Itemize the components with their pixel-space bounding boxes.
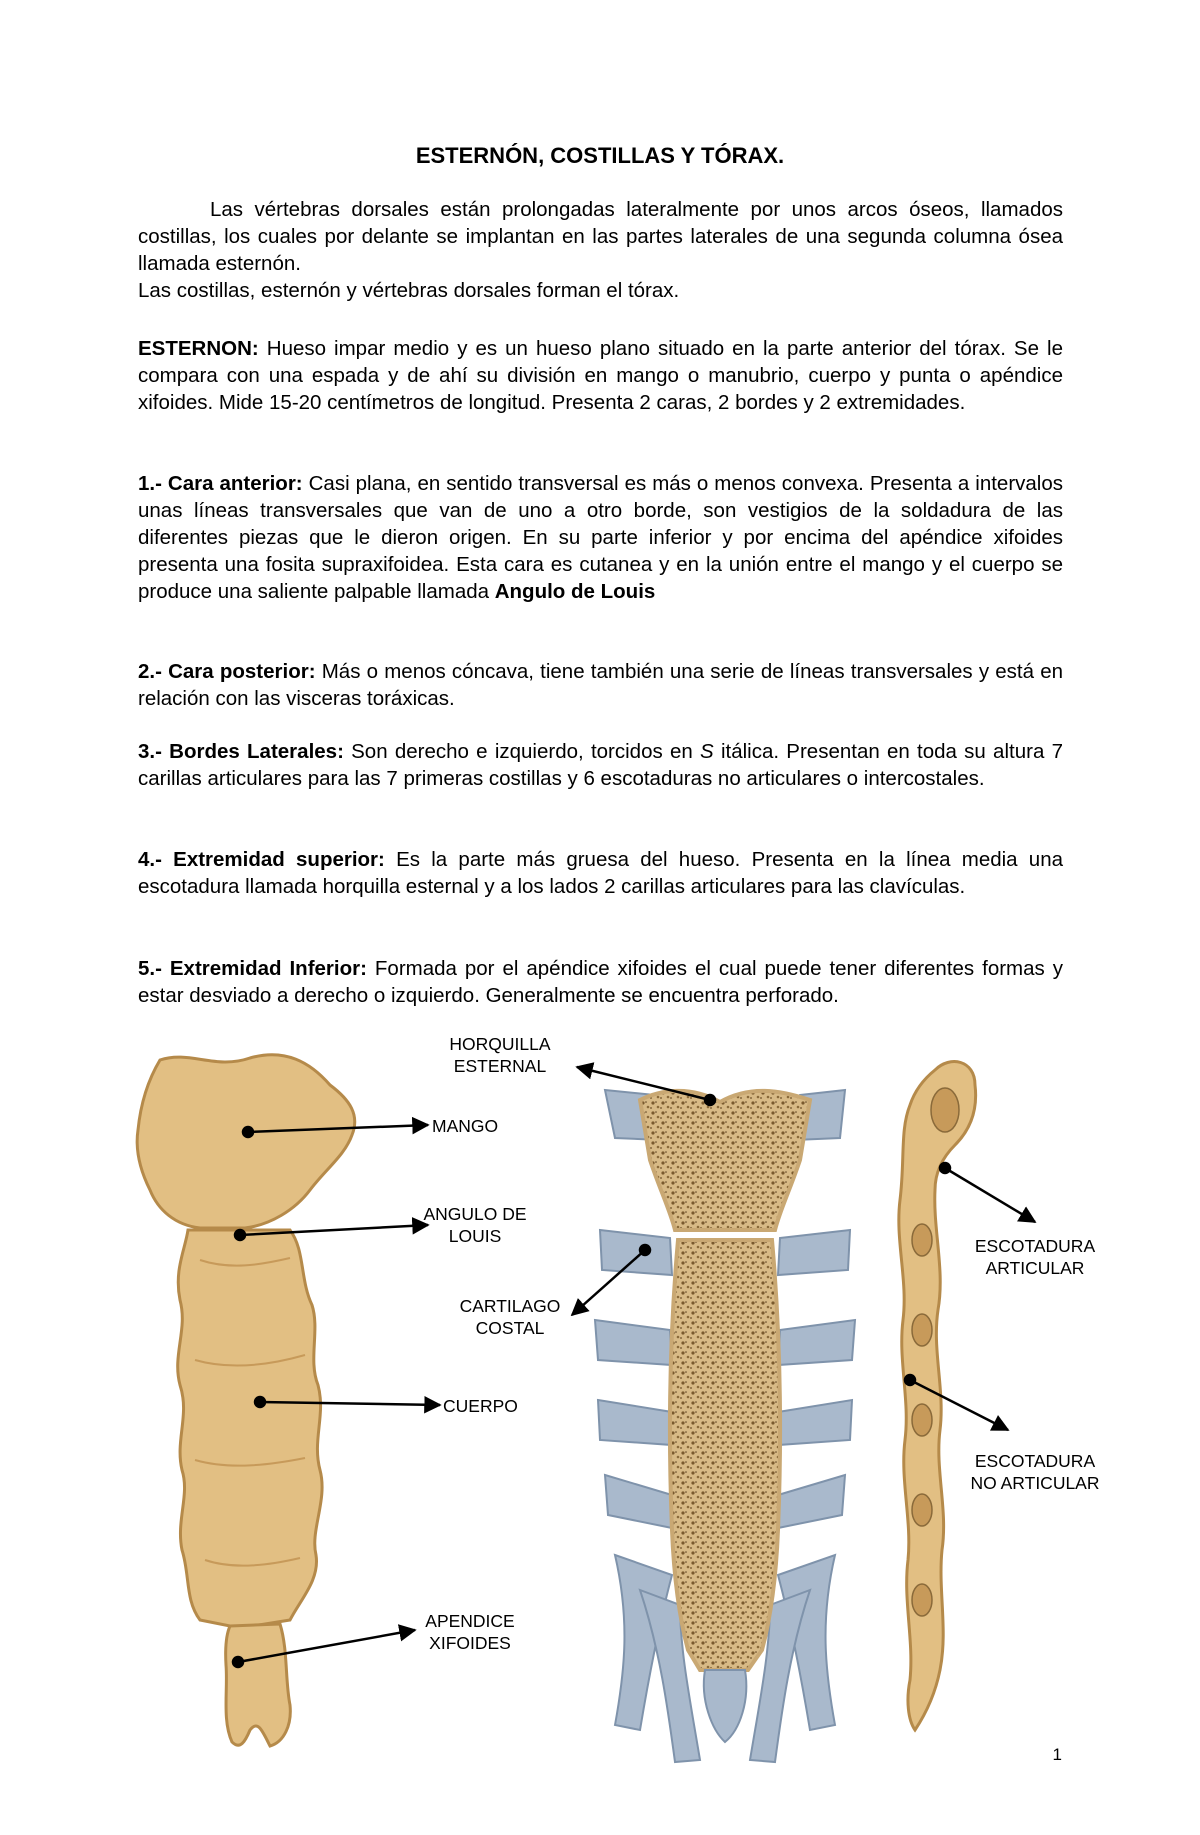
pointer-escotadura-articular	[945, 1168, 1035, 1222]
label-escotadura-no-line1: ESCOTADURA	[974, 1451, 1096, 1471]
articular-facet-2	[912, 1224, 932, 1256]
label-cuerpo: CUERPO	[443, 1396, 518, 1416]
label-escotadura-art-line2: ARTICULAR	[985, 1258, 1085, 1278]
manubrium-section-shape	[640, 1091, 810, 1230]
label-cartilago-line2: COSTAL	[475, 1318, 545, 1338]
extremidad-inferior-text: Formada por el apéndice xifoides el cual puede tener diferentes formas y estar desviado a derecho o izquierdo. Generalmente se encuentra perforado.	[138, 957, 1063, 1007]
section-cara-anterior	[138, 470, 1063, 605]
extremidad-superior-term: 4.- Extremidad superior:	[138, 848, 385, 871]
label-angulo-de-louis	[415, 1203, 535, 1247]
extremidad-inferior-paragraph	[138, 955, 1063, 1009]
label-horquilla-esternal	[440, 1033, 560, 1077]
xiphoid-section-shape	[704, 1670, 746, 1742]
articular-facet-4	[912, 1404, 932, 1436]
esternon-section	[138, 335, 1063, 416]
page-title: ESTERNÓN, COSTILLAS Y TÓRAX.	[415, 143, 785, 168]
bordes-laterales-text-a: Son derecho e izquierdo, torcidos en	[343, 740, 701, 763]
extremidad-superior-paragraph	[138, 846, 1063, 900]
section-bordes-laterales	[138, 738, 1063, 792]
articular-facet-3	[912, 1314, 932, 1346]
articular-facet-1	[931, 1088, 959, 1132]
section-sternum-drawing	[595, 1090, 855, 1762]
label-cartilago-costal	[445, 1295, 575, 1339]
costal-cartilage-right-3	[778, 1320, 855, 1365]
sternum-body-shape	[178, 1230, 322, 1628]
bordes-laterales-italic: S	[700, 740, 714, 763]
intro-section	[138, 196, 1063, 304]
cara-anterior-text: Casi plana, en sentido transversal es más o menos convexa. Presenta a intervalos unas líneas transversales que van de uno a otro borde, son vestigios de la soldadura de las diferentes piezas que le dieron origen. En su parte inferior y por encima del apéndice xifoides presenta una fosita supraxifoidea. Esta cara es cutanea y en la unión entre el mango y el cuerpo se produce una saliente palpable llamada	[138, 472, 1063, 603]
label-mango: MANGO	[432, 1116, 499, 1136]
section-extremidad-inferior	[138, 955, 1063, 1009]
intro-paragraph-2: Las costillas, esternón y vértebras dorsales forman el tórax.	[138, 279, 680, 302]
costal-cartilage-right-2	[778, 1230, 850, 1275]
label-angulo-line2: LOUIS	[448, 1226, 502, 1246]
extremidad-superior-text: Es la parte más gruesa del hueso. Presenta en la línea media una escotadura llamada horquilla esternal y a los lados 2 carillas articulares para las clavículas.	[138, 848, 1064, 898]
xiphoid-shape	[226, 1624, 291, 1746]
anterior-sternum-drawing	[137, 1055, 355, 1746]
label-cartilago-line1: CARTILAGO	[459, 1296, 561, 1316]
costal-cartilage-right-4	[778, 1400, 852, 1445]
lateral-sternum-drawing	[899, 1062, 976, 1730]
section-cara-posterior	[138, 658, 1063, 712]
bordes-laterales-text-b: itálica. Presentan en toda su altura 7 carillas articulares para las 7 primeras costillas y 6 escotaduras no articulares o intercostales.	[138, 740, 1063, 790]
label-apendice-line1: APENDICE	[425, 1611, 515, 1631]
label-escotadura-art-line1: ESCOTADURA	[974, 1236, 1096, 1256]
sternum-figure	[0, 1030, 1200, 1790]
label-escotadura-no-line2: NO ARTICULAR	[970, 1473, 1100, 1493]
angulo-louis-term: Angulo de Louis	[494, 580, 656, 603]
label-horquilla-line2: ESTERNAL	[453, 1056, 547, 1076]
esternon-paragraph	[138, 335, 1063, 416]
label-escotadura-no-articular	[955, 1450, 1115, 1494]
bordes-laterales-term: 3.- Bordes Laterales:	[138, 740, 344, 763]
intro-paragraph-1: Las vértebras dorsales están prolongadas lateralmente por unos arcos óseos, llamados costillas, los cuales por delante se implantan en las partes laterales de una segunda columna ósea llamada esternón.	[138, 198, 1063, 275]
cara-anterior-paragraph	[138, 470, 1063, 605]
costal-cartilage-left-3	[595, 1320, 672, 1365]
esternon-text: Hueso impar medio y es un hueso plano situado en la parte anterior del tórax. Se le compara con una espada y de ahí su división en mango o manubrio, cuerpo y punta o apéndice xifoides. Mide 15-20 centímetros de longitud. Presenta 2 caras, 2 bordes y 2 extremidades.	[138, 337, 1063, 414]
articular-facet-5	[912, 1494, 932, 1526]
lateral-sternum-shape	[899, 1062, 976, 1730]
cara-posterior-term: 2.- Cara posterior:	[138, 660, 316, 683]
extremidad-inferior-term: 5.- Extremidad Inferior:	[138, 957, 367, 980]
costal-cartilage-right-5	[778, 1475, 845, 1528]
body-section-shape	[670, 1240, 780, 1670]
label-apendice-xifoides	[415, 1610, 525, 1654]
costal-cartilage-left-5	[605, 1475, 672, 1528]
sternum-illustrations	[0, 1030, 1200, 1790]
esternon-term: ESTERNON:	[138, 337, 259, 360]
label-apendice-line2: XIFOIDES	[429, 1633, 511, 1653]
section-extremidad-superior	[138, 846, 1063, 900]
label-horquilla-line1: HORQUILLA	[449, 1034, 551, 1054]
manubrium-shape	[137, 1055, 355, 1228]
bordes-laterales-paragraph	[138, 738, 1063, 792]
cara-posterior-paragraph	[138, 658, 1063, 712]
costal-cartilage-left-2	[600, 1230, 672, 1275]
label-escotadura-articular	[955, 1235, 1115, 1279]
cara-anterior-term: 1.- Cara anterior:	[138, 472, 303, 495]
costal-cartilage-left-4	[598, 1400, 672, 1445]
cara-posterior-text: Más o menos cóncava, tiene también una serie de líneas transversales y está en relación con las visceras toráxicas.	[138, 660, 1063, 710]
page-number: 1	[1052, 1745, 1062, 1764]
articular-facet-6	[912, 1584, 932, 1616]
label-angulo-line1: ANGULO DE	[423, 1204, 527, 1224]
